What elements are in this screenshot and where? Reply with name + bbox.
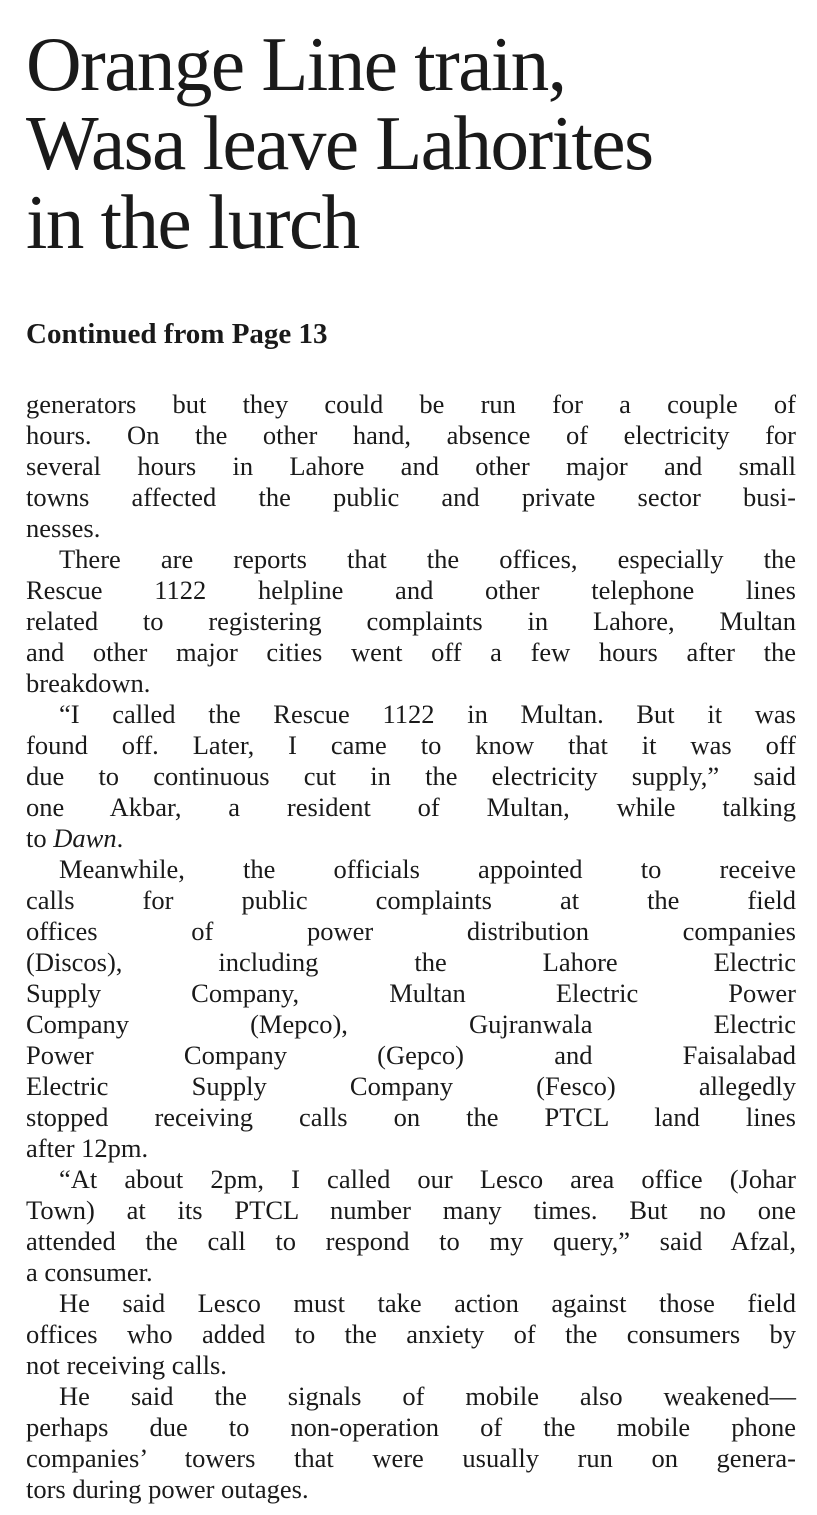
text-line: Supply Company, Multan Electric Power bbox=[26, 978, 796, 1008]
headline-line-1: Orange Line train, bbox=[26, 21, 566, 107]
text-line: towns affected the public and private sector busi- bbox=[26, 482, 796, 512]
text-line: nesses. bbox=[26, 513, 101, 543]
paragraph bbox=[26, 389, 796, 544]
text-line: Rescue 1122 helpline and other telephone lines bbox=[26, 575, 796, 605]
text-line: Company (Mepco), Gujranwala Electric bbox=[26, 1009, 796, 1039]
text-line: Meanwhile, the officials appointed to receive bbox=[59, 854, 796, 884]
text-line: due to continuous cut in the electricity supply,” said bbox=[26, 761, 796, 791]
text-line: hours. On the other hand, absence of electricity for bbox=[26, 420, 796, 450]
text-line: generators but they could be run for a couple of bbox=[26, 389, 796, 419]
text-line: found off. Later, I came to know that it was off bbox=[26, 730, 796, 760]
text-line: several hours in Lahore and other major and small bbox=[26, 451, 796, 481]
headline-line-3: in the lurch bbox=[26, 179, 359, 265]
text-line: breakdown. bbox=[26, 668, 151, 698]
text-line: calls for public complaints at the field bbox=[26, 885, 796, 915]
publication-name: Dawn bbox=[53, 823, 117, 853]
article-body bbox=[26, 389, 796, 1505]
text-line: He said Lesco must take action against those field bbox=[59, 1288, 796, 1318]
text-line: “At about 2pm, I called our Lesco area office (Johar bbox=[59, 1164, 796, 1194]
text-line: perhaps due to non-operation of the mobile phone bbox=[26, 1412, 796, 1442]
text-line: offices who added to the anxiety of the consumers by bbox=[26, 1319, 796, 1349]
text-line: (Discos), including the Lahore Electric bbox=[26, 947, 796, 977]
paragraph bbox=[26, 1288, 796, 1381]
paragraph bbox=[26, 1164, 796, 1288]
continued-from-label: Continued from Page 13 bbox=[26, 318, 328, 350]
text-fragment: to bbox=[26, 823, 54, 853]
text-line: Power Company (Gepco) and Faisalabad bbox=[26, 1040, 796, 1070]
text-line: one Akbar, a resident of Multan, while talking bbox=[26, 792, 796, 822]
text-fragment: . bbox=[116, 823, 124, 853]
headline-line-2: Wasa leave Lahorites bbox=[26, 100, 653, 186]
text-line: related to registering complaints in Lahore, Multan bbox=[26, 606, 796, 636]
text-line: and other major cities went off a few hours after the bbox=[26, 637, 796, 667]
text-line: He said the signals of mobile also weakened— bbox=[59, 1381, 796, 1411]
text-line: not receiving calls. bbox=[26, 1350, 227, 1380]
paragraph bbox=[26, 699, 796, 854]
text-line: companies’ towers that were usually run on genera- bbox=[26, 1443, 796, 1473]
headline bbox=[26, 21, 796, 265]
text-line: tors during power outages. bbox=[26, 1474, 309, 1504]
paragraph bbox=[26, 854, 796, 1164]
text-line: a consumer. bbox=[26, 1257, 153, 1287]
text-line: after 12pm. bbox=[26, 1133, 149, 1163]
article bbox=[26, 0, 796, 1505]
text-line: attended the call to respond to my query,” said Afzal, bbox=[26, 1226, 796, 1256]
text-line: “I called the Rescue 1122 in Multan. But it was bbox=[59, 699, 796, 729]
text-line: There are reports that the offices, especially the bbox=[59, 544, 796, 574]
paragraph bbox=[26, 544, 796, 699]
text-line: stopped receiving calls on the PTCL land lines bbox=[26, 1102, 796, 1132]
text-line: Electric Supply Company (Fesco) allegedly bbox=[26, 1071, 796, 1101]
text-line: offices of power distribution companies bbox=[26, 916, 796, 946]
text-line bbox=[26, 823, 796, 854]
paragraph bbox=[26, 1381, 796, 1505]
text-line: Town) at its PTCL number many times. But no one bbox=[26, 1195, 796, 1225]
